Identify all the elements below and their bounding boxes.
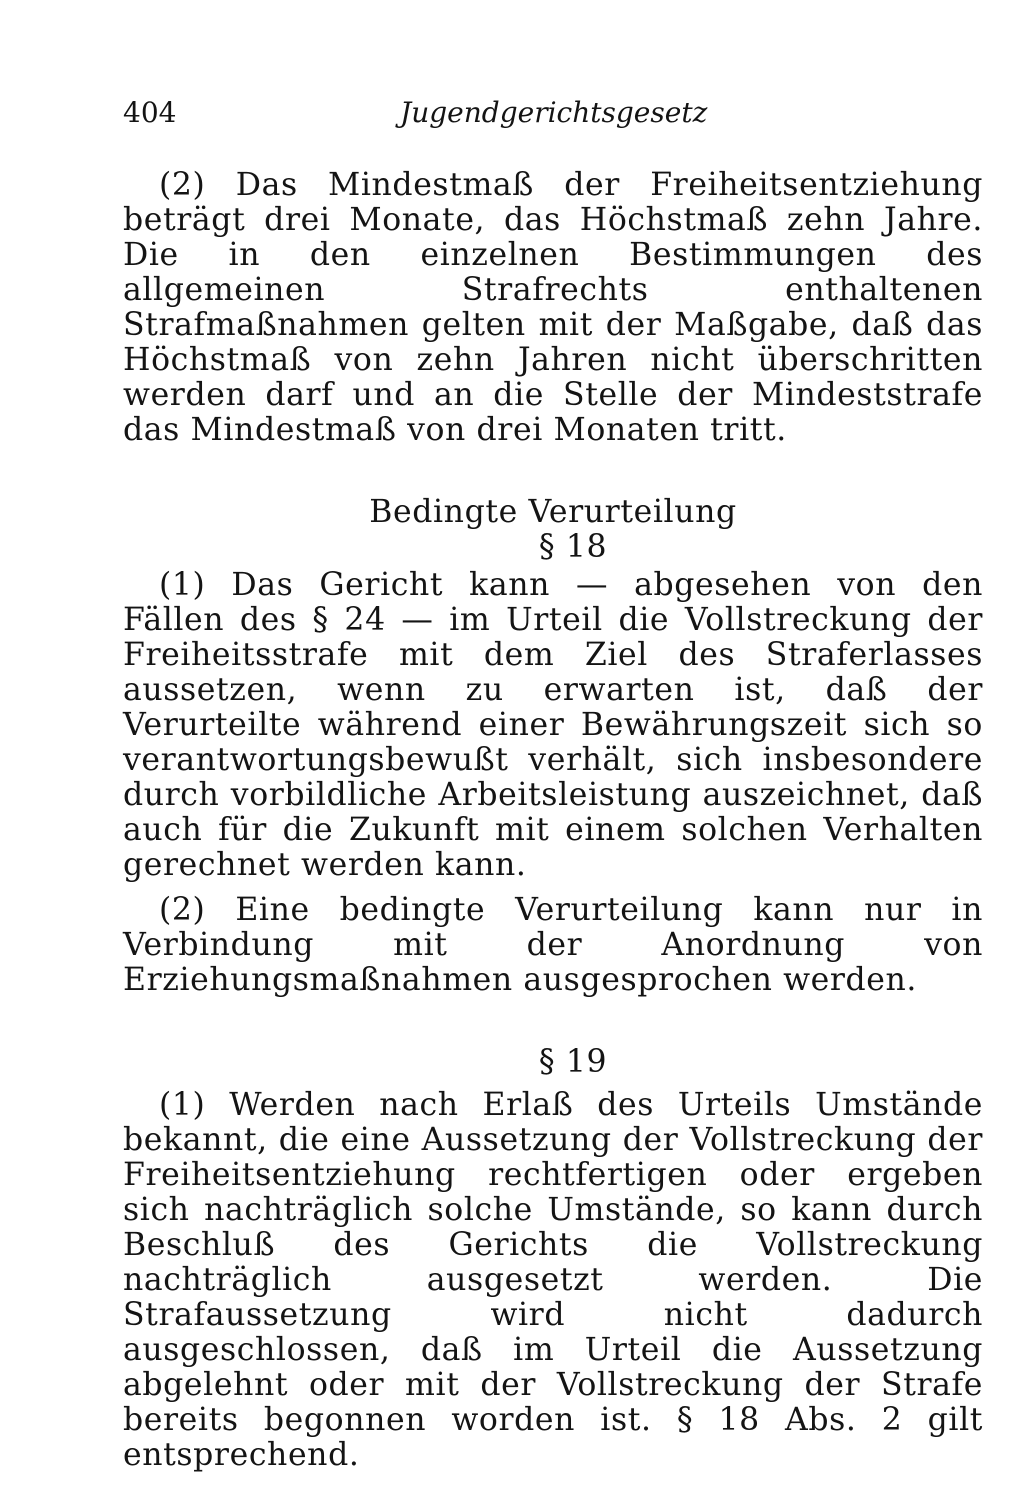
- section-18-label: § 18: [538, 529, 608, 565]
- paragraph-19-1: (1) Werden nach Erlaß des Urteils Umstände bekannt, die eine Aussetzung der Vollstreckung der Freiheitsentziehung rechtfertigen oder ergeben sich nachträglich solche Umstände, so kann durch Beschluß des Gerichts die Vollstreckung nachträglich ausgesetzt werden. Die Strafaussetzung wird nicht dadurch ausgeschlossen, daß im Urteil die Aussetzung abgelehnt oder mit der Vollstreckung der Strafe bereits begonnen worden ist. § 18 Abs. 2 gilt entsprechend.: [123, 1087, 983, 1473]
- paragraph-18-1: (1) Das Gericht kann — abgesehen von den Fällen des § 24 — im Urteil die Vollstreckung der Freiheitsstrafe mit dem Ziel des Straferlasses aussetzen, wenn zu erwarten ist, daß der Verurteilte während einer Bewährungszeit sich so verantwortungsbewußt verhält, sich insbesondere durch vorbildliche Arbeitsleistung auszeichnet, daß auch für die Zukunft mit einem solchen Verhalten gerechnet werden kann.: [123, 567, 983, 883]
- page-header: [123, 90, 723, 134]
- section-19-label: § 19: [538, 1044, 608, 1080]
- page-number: 404: [123, 96, 177, 129]
- body-text: [123, 168, 983, 1473]
- section-heading-bedingte-verurteilung: Bedingte Verurteilung: [369, 494, 737, 530]
- running-title: Jugendgerichtsgesetz: [400, 96, 708, 129]
- paragraph-17-2: (2) Das Mindestmaß der Freiheitsentziehung beträgt drei Monate, das Höchstmaß zehn Jahre. Die in den einzelnen Bestimmungen des allgemeinen Strafrechts enthaltenen Strafmaßnahmen gelten mit der Maßgabe, daß das Höchstmaß von zehn Jahren nicht überschritten werden darf und an die Stelle der Mindeststrafe das Mindestmaß von drei Monaten tritt.: [123, 167, 983, 448]
- paragraph-18-2: (2) Eine bedingte Verurteilung kann nur in Verbindung mit der Anordnung von Erziehungsmaßnahmen ausgesprochen werden.: [123, 892, 983, 998]
